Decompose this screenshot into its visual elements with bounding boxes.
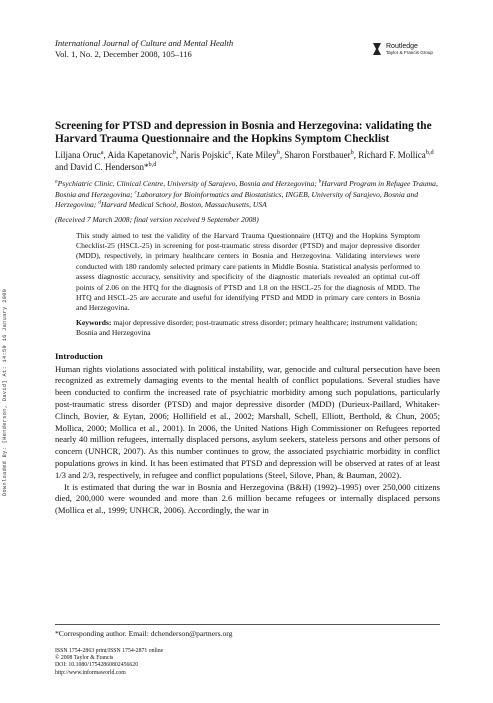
website-link[interactable]: http://www.informaworld.com bbox=[55, 669, 126, 676]
received-dates: (Received 7 March 2008; final version received 9 September 2008) bbox=[55, 214, 259, 224]
journal-name: International Journal of Culture and Mental Health bbox=[55, 38, 234, 48]
author-list: Liljana Oruc$^a$, Aida Kapetanovic$^b$, Naris Pojskic$^c$, Kate Miley$^b$, Sharon Forstbauer$^b$, Richard F. Mollica$^{b,d}$ and David C. Henderson*$^{b,d}$ bbox=[55, 149, 434, 172]
publisher-logo-icon bbox=[371, 42, 383, 56]
article-body bbox=[55, 120, 440, 517]
copyright: © 2008 Taylor & Francis bbox=[55, 655, 114, 662]
corresponding-author-note: *Corresponding author. Email: dchenderson@partners.org bbox=[55, 629, 233, 638]
publisher-group: Taylor & Francis Group bbox=[386, 49, 433, 55]
introduction-text bbox=[55, 364, 440, 517]
keywords-label: Keywords: bbox=[76, 317, 112, 327]
publisher-logo bbox=[371, 38, 441, 60]
paragraph: It is estimated that during the war in Bosnia and Herzegovina (B&H) (1992)–1995) over 250,000 citizens died, 200,000 were wounded and more than 2.6 million became refugees or internally displaced persons (Mollica et al., 1999; UNHCR, 2006). Accordingly, the war in bbox=[55, 481, 440, 516]
keywords-list: major depressive disorder; post-traumatic stress disorder; primary healthcare; instrument validation; Bosnia and Herzegovina bbox=[76, 317, 418, 338]
issn: ISSN 1754-2863 print/ISSN 1754-2871 online bbox=[55, 648, 164, 654]
article-title: Screening for PTSD and depression in Bosnia and Herzegovina: validating the Harvard Trauma Questionnaire and the Hopkins Symptom Checklist bbox=[55, 120, 432, 145]
publication-footer bbox=[55, 648, 163, 677]
journal-header bbox=[55, 38, 233, 60]
section-heading-introduction: Introduction bbox=[55, 350, 103, 361]
paragraph: Human rights violations associated with political instability, war, genocide and cultural persecution have been recognized as extremely damaging events to the mental health of conflict populations. Several studies have been conducted to confirm the increased rate of psychiatric morbidity among such populations, particularly post-traumatic stress disorder (PTSD) and major depressive disorder (MDD) (Durieux-Paillard, Whitaker-Clinch, Bovier, & Eytan, 2006; Hollifield et al., 2002; Marshall, Schell, Elliott, Berthold, & Chun, 2005; Mollica, 2000; Mollica et al., 2001). In 2006, the United Nations High Commissioner on Refugees reported nearly 40 million refugees, internally displaced persons, asylum seekers, stateless persons and other persons of concern (UNHCR, 2007). As this number continues to grow, the associated psychiatric morbidity in conflict populations grows in kind. It has been estimated that PTSD and depression will be observed at rates of at least 1/3 and 2/3, respectively, in refugee and conflict populations (Steel, Silove, Phan, & Bauman, 2002). bbox=[55, 363, 440, 480]
affiliations: $^a$Psychiatric Clinic, Clinical Centre, University of Sarajevo, Bosnia and Herzegovina; $^b$Harvard Program in Refugee Trauma, Bosnia and Herzegovina; $^c$Laboratory for Bioinformatics and Biostatistics, INGEB, University of Sarajevo, Bosnia and Herzegovina; $^d$Harvard Medical School, Boston, Massachusetts, USA bbox=[55, 178, 438, 209]
publisher-name: Routledge bbox=[386, 42, 418, 50]
journal-issue: Vol. 1, No. 2, December 2008, 105–116 bbox=[55, 49, 192, 59]
keywords bbox=[76, 318, 420, 339]
download-stamp bbox=[2, 232, 12, 552]
doi: DOI: 10.1080/17542860802456620 bbox=[55, 662, 139, 669]
download-stamp-text: Downloaded By: [Henderson, David] At: 14:59 16 January 2009 bbox=[2, 288, 8, 496]
abstract: This study aimed to test the validity of the Harvard Trauma Questionnaire (HTQ) and the Hopkins Symptom Checklist-25 (HSCL-25) in screening for post-traumatic stress disorder (PTSD) and major depressive disorder (MDD), respectively, in primary healthcare centers in Bosnia and Herzegovina. Validating interviews were conducted with 180 randomly selected primary care patients in Middle Bosnia. Statistical analysis performed to assess diagnostic accuracy, sensitivity and specificity of the diagnostic materials revealed an optimal cut-off points of 2.06 on the HTQ for the diagnosis of PTSD and 1.8 on the HSCL-25 for the diagnosis of MDD. The HTQ and HSCL-25 are accurate and useful for identifying PTSD and MDD in primary care centers in Bosnia and Herzegovina. bbox=[76, 230, 420, 313]
footnote-divider bbox=[55, 624, 440, 625]
